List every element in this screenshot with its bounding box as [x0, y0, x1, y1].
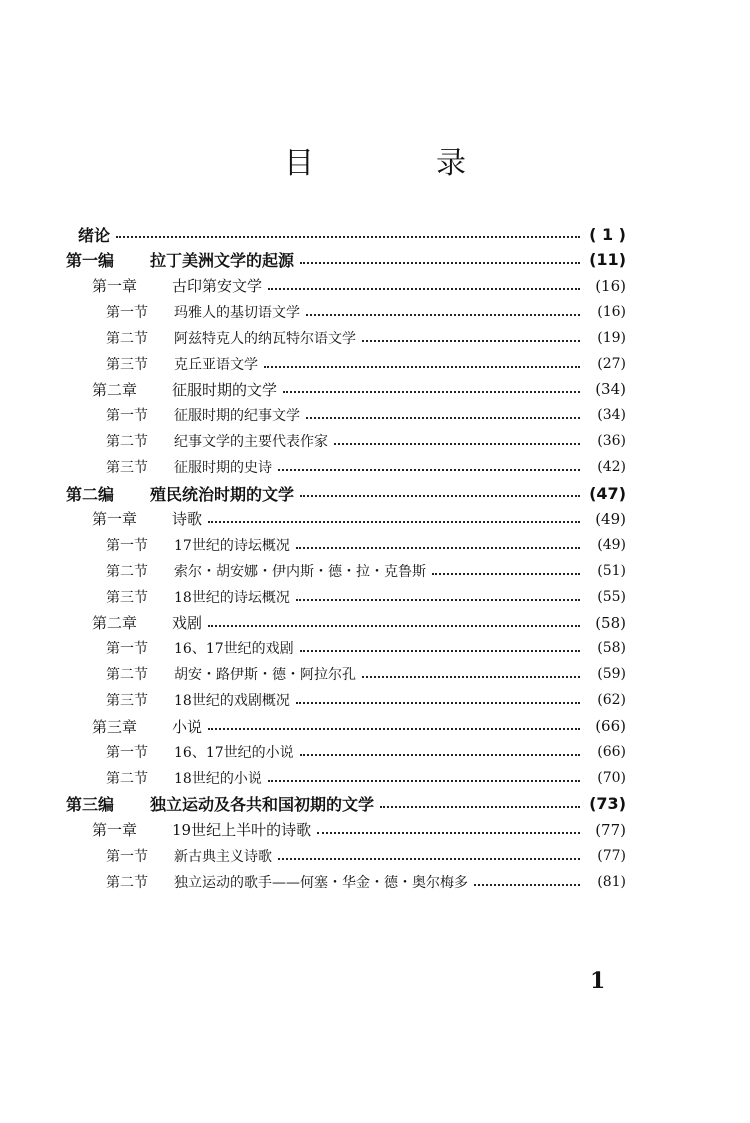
toc-entry[interactable] — [106, 300, 626, 324]
toc-entry-number: 第三节 — [106, 589, 148, 606]
toc-entry-number: 第一节 — [106, 304, 148, 321]
toc-entry-number: 第一章 — [92, 510, 138, 529]
toc-entry-number: 第三节 — [106, 693, 148, 710]
toc-entry-title: 独立运动及各共和国初期的文学 — [150, 795, 375, 815]
toc-entry-number: 第二节 — [106, 874, 148, 891]
toc-entry-title: 殖民统治时期的文学 — [150, 484, 295, 504]
toc-entry[interactable] — [106, 662, 626, 686]
toc-entry-title: 克丘亚语文学 — [174, 356, 258, 373]
toc-entry-title: 拉丁美洲文学的起源 — [150, 251, 295, 271]
toc-entry-title: 18世纪的戏剧概况 — [174, 693, 290, 710]
toc-entry-number: 第二章 — [92, 614, 138, 632]
toc-entry-number: 第一编 — [66, 251, 115, 271]
toc-entry-number: 第三章 — [92, 717, 138, 736]
dot-leader — [268, 288, 580, 290]
toc-entry[interactable] — [106, 455, 626, 479]
dot-leader — [278, 469, 580, 471]
toc-entry-page: (77) — [597, 847, 626, 864]
toc-entry[interactable] — [106, 429, 626, 453]
toc-entry[interactable] — [106, 766, 626, 790]
toc-entry[interactable] — [106, 844, 626, 868]
toc-entry-number: 第一节 — [106, 745, 148, 761]
toc-entry-title: 17世纪的诗坛概况 — [174, 537, 290, 554]
toc-entry-title: 胡安・路伊斯・德・阿拉尔孔 — [174, 667, 356, 684]
toc-entry[interactable] — [92, 714, 626, 738]
dot-leader — [306, 417, 580, 419]
dot-leader — [300, 650, 580, 652]
toc-entry-number: 第一节 — [106, 537, 148, 554]
toc-entry-page: (59) — [597, 666, 626, 683]
toc-entry-page: (81) — [597, 873, 626, 890]
toc-entry-page: (73) — [589, 794, 626, 814]
toc-entry[interactable] — [106, 636, 626, 660]
toc-entry-title: 玛雅人的基切语文学 — [174, 304, 300, 321]
toc-entry-page: (55) — [597, 588, 626, 605]
toc-entry-number: 第三编 — [66, 795, 115, 815]
toc-entry-page: (49) — [597, 536, 626, 553]
toc-entry[interactable] — [92, 507, 626, 531]
toc-entry-number: 第一节 — [106, 641, 148, 658]
toc-entry-title: 索尔・胡安娜・伊内斯・德・拉・克鲁斯 — [174, 563, 426, 580]
toc-entry-title: 阿兹特克人的纳瓦特尔语文学 — [174, 330, 356, 347]
toc-entry-page: (16) — [597, 303, 626, 320]
toc-entry-page: (34) — [597, 407, 626, 424]
toc-entry[interactable] — [66, 248, 626, 272]
dot-leader — [208, 521, 580, 523]
page-number: 1 — [590, 968, 606, 994]
toc-entry-title: 18世纪的小说 — [174, 770, 262, 787]
toc-entry-title: 18世纪的诗坛概况 — [174, 589, 290, 606]
toc-entry[interactable] — [92, 377, 626, 401]
toc-entry-number: 第二节 — [106, 330, 148, 347]
toc-entry-number: 第二节 — [106, 563, 148, 580]
toc-entry[interactable] — [92, 274, 626, 298]
toc-entry-page: (58) — [595, 613, 626, 632]
toc-entry-title: 19世纪上半叶的诗歌 — [172, 821, 312, 840]
toc-entry-page: ( 1 ) — [589, 224, 626, 244]
dot-leader — [278, 858, 580, 860]
dot-leader — [208, 728, 580, 730]
toc-entry-number: 第二编 — [66, 484, 115, 504]
dot-leader — [334, 443, 580, 445]
toc-entry-number: 第一节 — [106, 848, 148, 865]
dot-leader — [380, 806, 580, 808]
toc-entry[interactable] — [92, 818, 626, 842]
toc-entry[interactable] — [78, 222, 626, 246]
toc-entry[interactable] — [106, 740, 626, 764]
toc-entry-page: (16) — [595, 276, 626, 295]
toc-entry-page: (77) — [595, 820, 626, 839]
dot-leader — [300, 262, 580, 264]
toc-entry-number: 第二节 — [106, 770, 148, 787]
page-title: 目 录 — [284, 146, 512, 181]
toc-entry-page: (70) — [597, 769, 626, 786]
dot-leader — [296, 702, 580, 704]
toc-entry-title: 16、17世纪的戏剧 — [174, 641, 294, 658]
toc-entry-page: (42) — [597, 459, 626, 476]
toc-entry[interactable] — [106, 326, 626, 350]
toc-entry-page: (11) — [589, 250, 626, 270]
toc-entry[interactable] — [106, 559, 626, 583]
toc-entry-title: 小说 — [172, 717, 203, 736]
toc-entry[interactable] — [106, 403, 626, 427]
toc-entry-number: 第三节 — [106, 460, 148, 477]
toc-entry-title: 征服时期的文学 — [172, 380, 278, 399]
dot-leader — [116, 236, 580, 238]
toc-entry-page: (49) — [595, 509, 626, 528]
toc-entry-page: (51) — [597, 562, 626, 579]
dot-leader — [296, 547, 580, 549]
dot-leader — [264, 366, 580, 368]
toc-entry-title: 征服时期的纪事文学 — [174, 408, 300, 425]
toc-entry-title: 征服时期的史诗 — [174, 460, 272, 477]
dot-leader — [306, 314, 580, 316]
toc-entry-title: 诗歌 — [172, 510, 203, 529]
toc-entry-title: 独立运动的歌手——何塞・华金・德・奥尔梅多 — [174, 874, 468, 891]
toc-entry-title: 新古典主义诗歌 — [174, 848, 272, 865]
toc-entry[interactable] — [106, 352, 626, 376]
dot-leader — [208, 625, 580, 627]
toc-entry[interactable] — [106, 688, 626, 712]
toc-entry[interactable] — [106, 870, 626, 894]
toc-entry[interactable] — [92, 611, 626, 635]
toc-entry-title: 16、17世纪的小说 — [174, 745, 294, 761]
toc-entry-page: (58) — [597, 640, 626, 657]
toc-entry-number: 第二节 — [106, 434, 148, 451]
toc-entry-number: 第三节 — [106, 356, 148, 373]
dot-leader — [300, 495, 580, 497]
dot-leader — [317, 832, 580, 834]
toc-entry[interactable] — [106, 533, 626, 557]
toc-entry-number: 第一章 — [92, 277, 138, 296]
toc-entry-page: (66) — [595, 717, 626, 736]
toc-entry-page: (36) — [597, 433, 626, 450]
toc-entry-page: (27) — [597, 355, 626, 372]
dot-leader — [362, 676, 580, 678]
toc-entry[interactable] — [66, 481, 626, 505]
toc-entry-title: 古印第安文学 — [172, 277, 263, 296]
dot-leader — [432, 573, 580, 575]
toc-entry[interactable] — [66, 792, 626, 816]
dot-leader — [283, 391, 580, 393]
dot-leader — [268, 780, 580, 782]
toc-entry[interactable] — [106, 585, 626, 609]
toc-entry-title: 绪论 — [78, 225, 111, 245]
toc-entry-page: (62) — [597, 692, 626, 709]
dot-leader — [296, 599, 580, 601]
toc-entry-number: 第一节 — [106, 408, 148, 425]
toc-entry-page: (19) — [597, 329, 626, 346]
toc-entry-page: (66) — [597, 744, 626, 760]
toc-entry-number: 第二章 — [92, 380, 138, 399]
toc-entry-page: (47) — [589, 483, 626, 503]
toc-entry-page: (34) — [595, 380, 626, 399]
toc-entry-number: 第二节 — [106, 667, 148, 684]
dot-leader — [300, 754, 580, 756]
toc-entry-title: 纪事文学的主要代表作家 — [174, 434, 328, 451]
dot-leader — [474, 884, 580, 886]
toc-entry-title: 戏剧 — [172, 614, 203, 632]
dot-leader — [362, 340, 580, 342]
toc-entry-number: 第一章 — [92, 821, 138, 840]
